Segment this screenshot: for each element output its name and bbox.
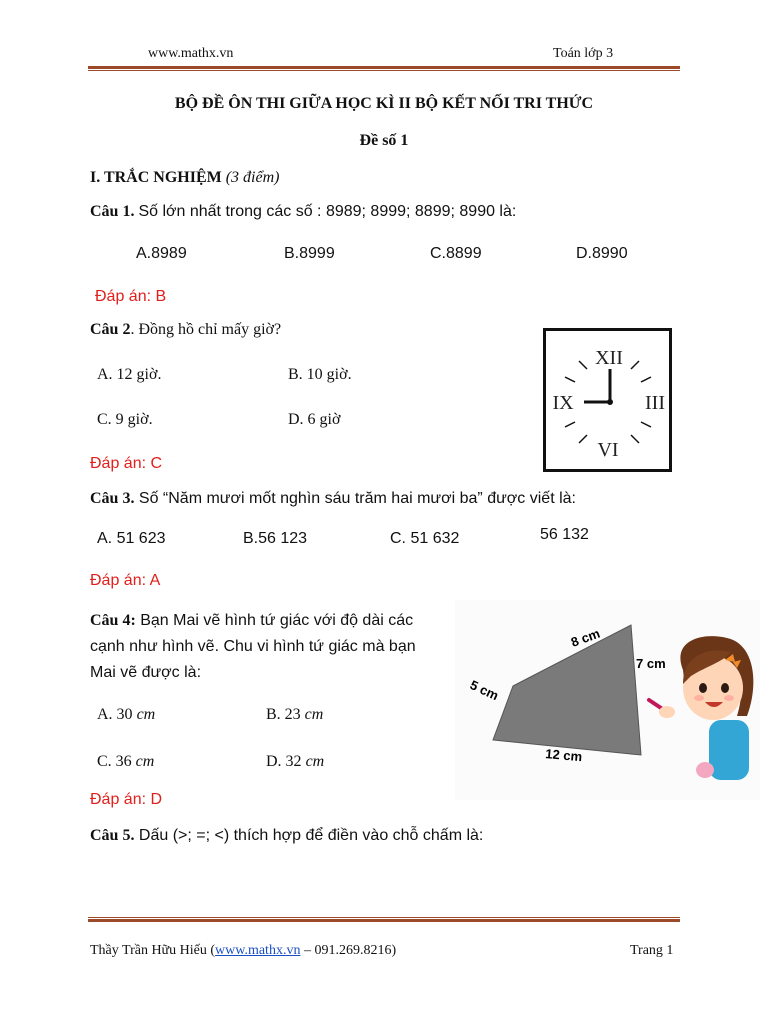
q1-option-a: A.8989 [136, 245, 187, 262]
q4-option-c-value: C. 36 [97, 753, 136, 770]
question-5 [90, 827, 483, 845]
q3-option-d: 56 132 [540, 526, 589, 543]
clock-numeral-9: IX [552, 392, 574, 414]
q3-answer: Đáp án: A [90, 572, 161, 589]
q3-option-b: B.56 123 [243, 530, 308, 547]
footer-author: Thầy Trần Hữu Hiếu ( [90, 943, 216, 958]
question-1-text: Số lớn nhất trong các số : 8989; 8999; 8899; 8990 là: [138, 203, 517, 220]
q4-option-d [266, 753, 324, 771]
q4-option-d-value: D. 32 [266, 753, 306, 770]
side-label-top: 8 cm [568, 625, 602, 650]
clock-center [607, 399, 613, 405]
q4-option-c-unit: cm [135, 753, 155, 770]
page-number: Trang 1 [630, 943, 674, 958]
q3-option-a: A. 51 623 [97, 530, 166, 547]
q4-option-b [266, 706, 323, 724]
footer-phone: – 091.269.8216) [300, 943, 397, 958]
footer-rule [88, 917, 680, 922]
q1-option-b: B.8999 [284, 245, 335, 262]
q2-answer: Đáp án: C [90, 455, 163, 472]
clock-figure [543, 328, 673, 473]
clock-numeral-6: VI [597, 439, 619, 461]
footer-contact [90, 943, 396, 959]
q4-option-b-value: B. 23 [266, 706, 305, 723]
q2-option-d: D. 6 giờ [288, 411, 341, 428]
header-rule [88, 66, 680, 71]
question-1 [90, 203, 516, 221]
q1-option-d: D.8990 [576, 245, 628, 262]
question-3-text: Số “Năm mươi mốt nghìn sáu trăm hai mươi ba” được viết là: [134, 490, 576, 507]
q4-option-c [97, 753, 154, 771]
question-3 [90, 490, 576, 508]
side-label-left: 5 cm [467, 677, 501, 704]
exam-number: Đề số 1 [359, 132, 409, 149]
q3-option-c: C. 51 632 [390, 530, 460, 547]
header-site: www.mathx.vn [148, 46, 234, 61]
q4-option-a [97, 706, 155, 724]
q4-option-a-value: A. 30 [97, 706, 137, 723]
q2-option-b: B. 10 giờ. [288, 366, 352, 383]
question-5-number: Câu 5. [90, 827, 135, 844]
question-2 [90, 321, 281, 339]
q1-answer: Đáp án: B [95, 288, 167, 305]
q2-option-c: C. 9 giờ. [97, 411, 153, 428]
q4-option-a-unit: cm [136, 706, 156, 723]
section-label: I. TRẮC NGHIỆM [90, 169, 222, 186]
q4-option-b-unit: cm [304, 706, 324, 723]
clock-numeral-3: III [645, 392, 665, 414]
question-4-number: Câu 4: [90, 612, 136, 629]
quadrilateral-figure [455, 600, 760, 800]
side-label-bottom: 12 cm [544, 746, 583, 765]
section-heading [90, 169, 279, 187]
question-2-text: . Đồng hồ chỉ mấy giờ? [130, 321, 282, 338]
side-label-right: 7 cm [636, 656, 666, 671]
section-note: (3 điểm) [225, 169, 280, 186]
question-4 [90, 608, 435, 686]
question-5-text: Dấu (>; =; <) thích hợp để điền vào chỗ chấm là: [134, 827, 484, 844]
header-subject: Toán lớp 3 [553, 46, 614, 61]
clock-numeral-12: XII [595, 347, 623, 369]
q2-option-a: A. 12 giờ. [97, 366, 162, 383]
footer-link[interactable]: www.mathx.vn [215, 943, 301, 958]
question-1-number: Câu 1. [90, 203, 135, 220]
question-3-number: Câu 3. [90, 490, 135, 507]
document-title: BỘ ĐỀ ÔN THI GIỮA HỌC KÌ II BỘ KẾT NỐI TRI THỨC [174, 95, 594, 112]
q4-answer: Đáp án: D [90, 791, 163, 808]
q4-option-d-unit: cm [305, 753, 325, 770]
q1-option-c: C.8899 [430, 245, 482, 262]
question-4-text: Bạn Mai vẽ hình tứ giác với độ dài các cạnh như hình vẽ. Chu vi hình tứ giác mà bạn Mai vẽ được là: [90, 612, 416, 681]
question-2-number: Câu 2 [90, 321, 131, 338]
